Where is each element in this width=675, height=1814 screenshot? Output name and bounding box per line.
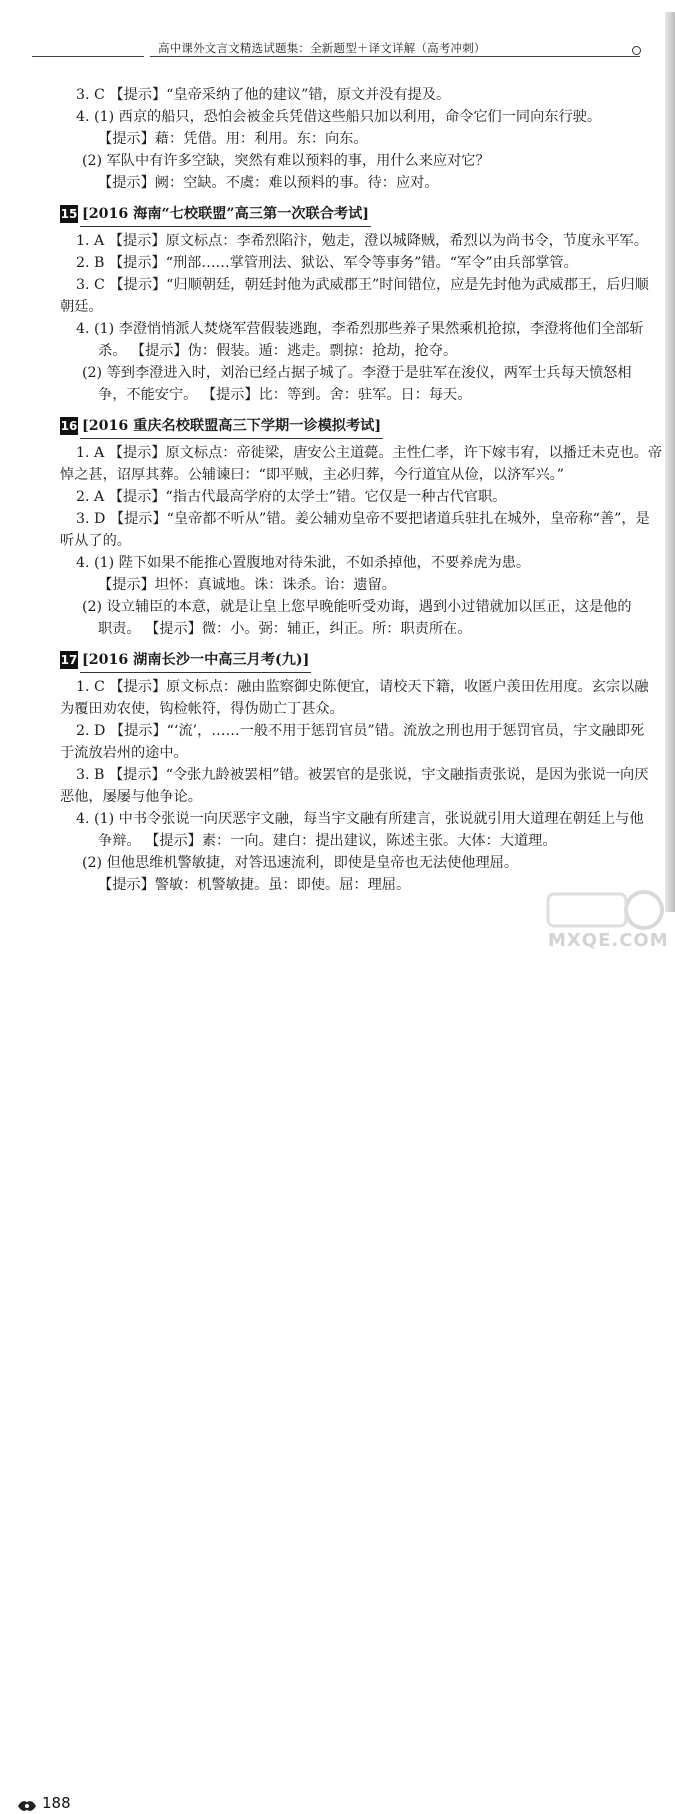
section-underline — [80, 672, 311, 673]
answer-line: (2) 军队中有许多空缺，突然有难以预料的事，用什么来应对它？ — [82, 153, 490, 169]
answer-line: 恶他，屡屡与他争论。 — [60, 789, 202, 805]
answer-line: 4. (1) 中书令张说一向厌恶宇文融，每当宇文融有所建言，张说就引用大道理在朝廷上与他 — [76, 811, 644, 827]
answer-line: 杀。 【提示】伪：假装。遁：逃走。剽掠：抢劫，抢夺。 — [98, 343, 458, 359]
answer-line: (2) 等到李澄进入时，刘治已经占据子城了。李澄于是驻军在浚仪，两军士兵每天愤怒相 — [82, 365, 632, 381]
answer-line: 1. A 【提示】原文标点：帝徙梁，唐安公主道薨。主性仁孝，许下嫁韦宥，以播迁未克也。帝 — [76, 445, 663, 461]
answer-line: 【提示】坦怀：真诚地。诛：诛杀。诒：遗留。 — [98, 577, 396, 593]
answer-line: 朝廷。 — [60, 299, 103, 315]
header-rule-left — [32, 56, 144, 57]
answer-line: (2) 设立辅臣的本意，就是让皇上您早晚能听受劝诲，遇到小过错就加以匡正，这是他的 — [82, 599, 632, 615]
section-title: [2016 重庆名校联盟高三下学期一诊模拟考试] — [82, 418, 382, 434]
answer-line: 2. D 【提示】“‘流’，……一般不用于惩罚官员”错。流放之刑也用于惩罚官员，宇文融即死 — [76, 723, 645, 739]
answer-line: 4. (1) 李澄悄悄派人焚烧军营假装逃跑，李希烈那些养子果然乘机抢掠，李澄将他们全部斩 — [76, 321, 644, 337]
answer-line: 为覆田劝农使，钩检帐符，得伪勋亡丁甚众。 — [60, 701, 344, 717]
answer-line: 于流放岩州的途中。 — [60, 745, 188, 761]
answer-line: 3. D 【提示】“皇帝都不听从”错。姜公辅劝皇帝不要把诸道兵驻扎在城外，皇帝称“善”，是 — [76, 511, 650, 527]
header-ornament-icon — [632, 46, 641, 55]
answer-line: 【提示】阙：空缺。不虞：难以预料的事。待：应对。 — [98, 175, 439, 191]
section-underline — [80, 226, 371, 227]
answer-content — [60, 84, 663, 896]
leaf-ornament-icon — [16, 1798, 38, 1814]
answer-line: 4. (1) 陛下如果不能推心置腹地对待朱泚，不如杀掉他，不要养虎为患。 — [76, 555, 531, 571]
answer-line: 1. A 【提示】原文标点：李希烈陷汴，勉走，澄以城降贼，希烈以为尚书令，节度永平军。 — [76, 233, 648, 249]
answer-line: 1. C 【提示】原文标点：融由监察御史陈便宜，请校天下籍，收匿户羡田佐用度。玄宗以融 — [76, 679, 649, 695]
watermark-url: MXQE.COM — [548, 930, 669, 951]
answer-line: 【提示】警敏：机警敏捷。虽：即使。屈：理屈。 — [98, 877, 411, 893]
section-number-badge: 17 — [60, 653, 78, 667]
answer-line: 3. C 【提示】“皇帝采纳了他的建议”错，原文并没有提及。 — [76, 87, 451, 103]
answer-line: 争，不能安宁。 【提示】比：等到。舍：驻军。日：每天。 — [98, 387, 472, 403]
header-title: 高中课外文言文精选试题集：全新题型＋译文详解（高考冲刺） — [158, 41, 486, 55]
section-number-badge: 15 — [60, 207, 78, 221]
answer-line: 3. C 【提示】“归顺朝廷，朝廷封他为武威郡王”时间错位，应是先封他为武威郡王，后归顺 — [76, 277, 649, 293]
answer-line: 2. B 【提示】“刑部……掌管刑法、狱讼、军令等事务”错。“军令”由兵部掌管。 — [76, 255, 578, 271]
answer-line: 悼之甚，诏厚其葬。公辅谏曰：“即平贼，主必归葬，今行道宜从俭，以济军兴。” — [60, 467, 564, 483]
section-number-badge: 16 — [60, 419, 78, 433]
section-underline — [80, 438, 383, 439]
section-heading — [60, 414, 646, 440]
answer-line: (2) 但他思维机警敏捷，对答迅速流利，即使是皇帝也无法使他理屈。 — [82, 855, 519, 871]
section-heading — [60, 202, 646, 228]
answer-line: 听从了的。 — [60, 533, 131, 549]
answer-line: 3. B 【提示】“令张九龄被罢相”错。被罢官的是张说，宇文融指责张说，是因为张说一向厌 — [76, 767, 649, 783]
answer-line: 2. A 【提示】“指古代最高学府的太学士”错。它仅是一种古代官职。 — [76, 489, 507, 505]
section-title: [2016 湖南长沙一中高三月考(九)] — [82, 652, 310, 668]
answer-line: 4. (1) 西京的船只，恐怕会被金兵凭借这些船只加以利用，命令它们一同向东行驶。 — [76, 109, 602, 125]
answer-line: 争辩。 【提示】素：一向。建白：提出建议，陈述主张。大体：大道理。 — [98, 833, 557, 849]
running-header — [0, 0, 675, 60]
answer-line: 职责。 【提示】微：小。弼：辅正，纠正。所：职责所在。 — [98, 621, 472, 637]
section-heading — [60, 648, 646, 674]
page-number: 188 — [42, 1794, 71, 1812]
answer-line: 【提示】藉：凭借。用：利用。东：向东。 — [98, 131, 368, 147]
page-edge-shadow — [665, 12, 675, 912]
header-rule — [150, 56, 640, 57]
section-title: [2016 海南“七校联盟”高三第一次联合考试] — [82, 206, 369, 222]
